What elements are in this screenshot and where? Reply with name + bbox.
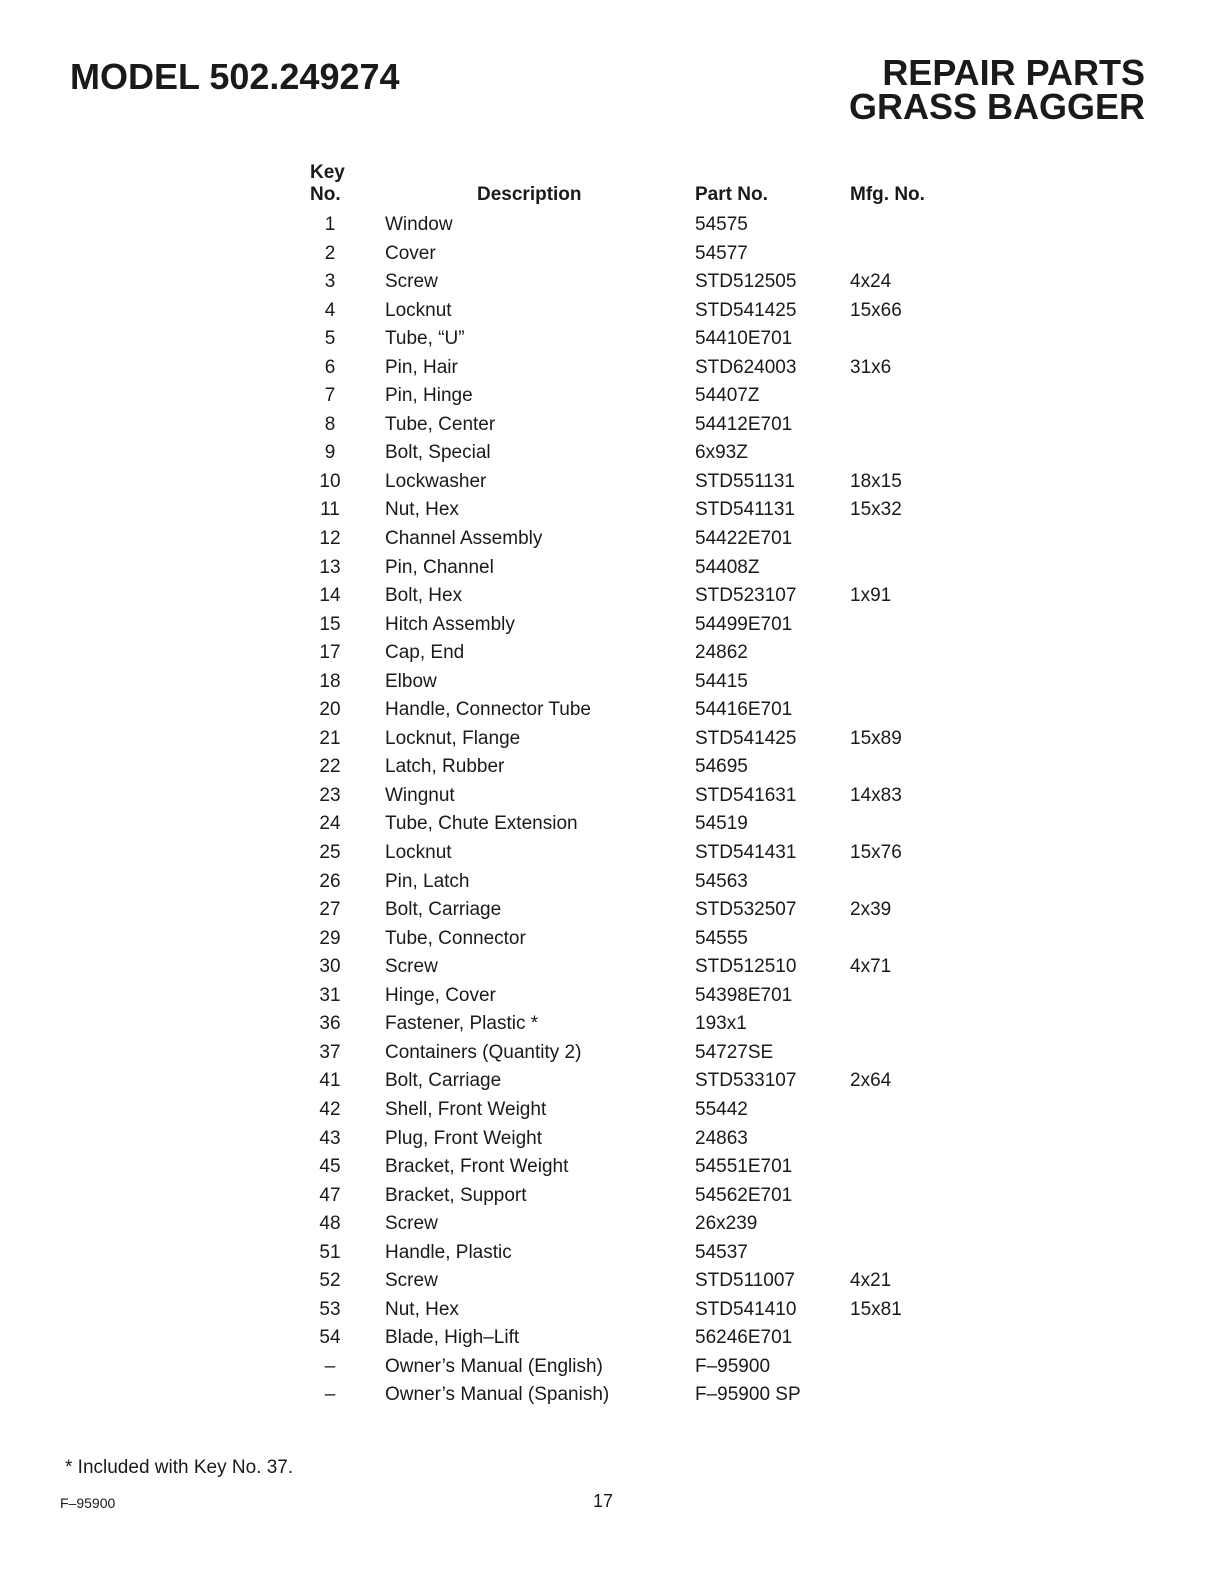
description-cell: Screw xyxy=(385,956,438,978)
header-key-line-1: Key xyxy=(310,162,345,183)
key-cell: 30 xyxy=(319,956,341,978)
description-cell: Latch, Rubber xyxy=(385,756,505,778)
header-mfg-no: Mfg. No. xyxy=(850,184,925,205)
description-cell: Locknut, Flange xyxy=(385,727,521,749)
table-row xyxy=(300,1295,1000,1324)
part-no-cell: 54577 xyxy=(695,242,748,264)
part-no-cell: 54727SE xyxy=(695,1041,774,1063)
table-row xyxy=(300,381,1000,410)
key-cell: 2 xyxy=(324,242,336,264)
key-cell: 13 xyxy=(319,556,341,578)
description-cell: Bracket, Front Weight xyxy=(385,1156,569,1178)
section-title-line-1: REPAIR PARTS xyxy=(882,52,1145,93)
description-cell: Plug, Front Weight xyxy=(385,1127,543,1149)
table-row xyxy=(300,267,1000,296)
part-no-cell: STD533107 xyxy=(695,1070,797,1092)
table-row xyxy=(300,1038,1000,1067)
description-cell: Hitch Assembly xyxy=(385,613,515,635)
table-row xyxy=(300,324,1000,353)
key-cell: 24 xyxy=(319,813,341,835)
table-row xyxy=(300,467,1000,496)
part-no-cell: STD511007 xyxy=(695,1270,795,1292)
key-cell: 23 xyxy=(319,784,341,806)
key-cell: – xyxy=(324,1384,336,1406)
mfg-no-cell: 31x6 xyxy=(850,356,892,378)
key-cell: 53 xyxy=(319,1298,341,1320)
table-row xyxy=(300,1066,1000,1095)
description-cell: Cap, End xyxy=(385,642,465,664)
mfg-no-cell: 1x91 xyxy=(850,585,892,607)
description-cell: Hinge, Cover xyxy=(385,984,496,1006)
table-row xyxy=(300,210,1000,239)
mfg-no-cell: 4x71 xyxy=(850,956,892,978)
part-no-cell: 54408Z xyxy=(695,556,760,578)
table-row xyxy=(300,924,1000,953)
mfg-no-cell: 15x76 xyxy=(850,842,902,864)
key-cell: 15 xyxy=(319,613,341,635)
table-row xyxy=(300,952,1000,981)
description-cell: Tube, Chute Extension xyxy=(385,813,578,835)
key-cell: 9 xyxy=(324,442,336,464)
key-cell: 43 xyxy=(319,1127,341,1149)
part-no-cell: STD541431 xyxy=(695,842,797,864)
mfg-no-cell: 15x89 xyxy=(850,727,902,749)
key-cell: 41 xyxy=(319,1070,341,1092)
part-no-cell: 6x93Z xyxy=(695,442,748,464)
part-no-cell: STD551131 xyxy=(695,470,795,492)
part-no-cell: 54575 xyxy=(695,214,748,235)
mfg-no-cell: 4x21 xyxy=(850,1270,892,1292)
description-cell: Shell, Front Weight xyxy=(385,1098,547,1120)
part-no-cell: 54422E701 xyxy=(695,528,793,550)
section-title-line-2: GRASS BAGGER xyxy=(848,86,1145,127)
key-cell: 5 xyxy=(324,328,336,350)
part-no-cell: F–95900 xyxy=(695,1355,771,1377)
header-key-line-2: No. xyxy=(310,184,341,205)
section-title xyxy=(848,52,1145,127)
part-no-cell: 54555 xyxy=(695,927,748,949)
table-row xyxy=(300,809,1000,838)
description-cell: Cover xyxy=(385,242,436,264)
part-no-cell: 54695 xyxy=(695,756,748,778)
key-cell: 52 xyxy=(319,1270,341,1292)
key-cell: 17 xyxy=(319,642,341,664)
part-no-cell: 54551E701 xyxy=(695,1156,793,1178)
key-cell: 6 xyxy=(324,356,336,378)
table-row xyxy=(300,524,1000,553)
part-no-cell: STD541131 xyxy=(695,499,795,521)
description-cell: Pin, Hinge xyxy=(385,385,473,407)
mfg-no-cell: 2x39 xyxy=(850,899,892,921)
key-cell: 21 xyxy=(319,727,341,749)
table-row xyxy=(300,752,1000,781)
part-no-cell: 26x239 xyxy=(695,1213,758,1235)
description-cell: Window xyxy=(385,214,453,235)
description-cell: Owner’s Manual (English) xyxy=(385,1355,603,1377)
part-no-cell: F–95900 SP xyxy=(695,1384,801,1406)
table-row xyxy=(300,1009,1000,1038)
part-no-cell: STD512505 xyxy=(695,271,797,293)
table-row xyxy=(300,410,1000,439)
description-cell: Channel Assembly xyxy=(385,528,543,550)
table-row xyxy=(300,638,1000,667)
mfg-no-cell: 15x32 xyxy=(850,499,902,521)
key-cell: 31 xyxy=(319,984,341,1006)
part-no-cell: 54563 xyxy=(695,870,748,892)
table-row xyxy=(300,553,1000,582)
part-no-cell: STD541425 xyxy=(695,299,797,321)
key-cell: 10 xyxy=(319,470,341,492)
table-row xyxy=(300,695,1000,724)
key-cell: 48 xyxy=(319,1213,341,1235)
table-row xyxy=(300,610,1000,639)
description-cell: Pin, Latch xyxy=(385,870,470,892)
key-cell: 20 xyxy=(319,699,341,721)
key-cell: 12 xyxy=(319,528,341,550)
key-cell: 18 xyxy=(319,670,341,692)
description-cell: Bolt, Carriage xyxy=(385,1070,502,1092)
part-no-cell: STD624003 xyxy=(695,356,797,378)
mfg-no-cell: 2x64 xyxy=(850,1070,892,1092)
key-cell: 51 xyxy=(319,1241,341,1263)
table-row xyxy=(300,438,1000,467)
description-cell: Bracket, Support xyxy=(385,1184,527,1206)
part-no-cell: STD512510 xyxy=(695,956,797,978)
part-no-cell: 55442 xyxy=(695,1098,748,1120)
table-row xyxy=(300,895,1000,924)
part-no-cell: STD523107 xyxy=(695,585,797,607)
description-cell: Lockwasher xyxy=(385,470,487,492)
description-cell: Containers (Quantity 2) xyxy=(385,1041,582,1063)
part-no-cell: STD541410 xyxy=(695,1298,797,1320)
description-cell: Screw xyxy=(385,1270,438,1292)
key-cell: 27 xyxy=(319,899,341,921)
mfg-no-cell: 18x15 xyxy=(850,470,902,492)
description-cell: Handle, Plastic xyxy=(385,1241,512,1263)
table-row xyxy=(300,1380,1000,1409)
description-cell: Elbow xyxy=(385,670,437,692)
mfg-no-cell: 15x81 xyxy=(850,1298,902,1320)
key-cell: 7 xyxy=(324,385,336,407)
table-row xyxy=(300,1238,1000,1267)
key-cell: 42 xyxy=(319,1098,341,1120)
part-no-cell: 54562E701 xyxy=(695,1184,793,1206)
key-cell: 36 xyxy=(319,1013,341,1035)
header-part-no: Part No. xyxy=(695,184,768,205)
description-cell: Screw xyxy=(385,271,438,293)
part-no-cell: 56246E701 xyxy=(695,1327,793,1349)
footnote: * Included with Key No. 37. xyxy=(65,1457,294,1478)
part-no-cell: 24863 xyxy=(695,1127,748,1149)
table-row xyxy=(300,724,1000,753)
table-row xyxy=(300,1095,1000,1124)
description-cell: Tube, Connector xyxy=(385,927,526,949)
description-cell: Pin, Hair xyxy=(385,356,458,378)
description-cell: Screw xyxy=(385,1213,438,1235)
part-no-cell: 54410E701 xyxy=(695,328,793,350)
description-cell: Nut, Hex xyxy=(385,1298,459,1320)
table-row xyxy=(300,1152,1000,1181)
table-row xyxy=(300,1209,1000,1238)
key-cell: 22 xyxy=(319,756,341,778)
table-row xyxy=(300,1124,1000,1153)
key-cell: 1 xyxy=(324,214,336,235)
part-no-cell: 54415 xyxy=(695,670,748,692)
table-row xyxy=(300,1323,1000,1352)
description-cell: Bolt, Special xyxy=(385,442,491,464)
description-cell: Locknut xyxy=(385,299,452,321)
table-row xyxy=(300,1181,1000,1210)
table-row xyxy=(300,838,1000,867)
part-no-cell: 54398E701 xyxy=(695,984,793,1006)
key-cell: 47 xyxy=(319,1184,341,1206)
page-number: 17 xyxy=(593,1491,614,1511)
key-cell: 8 xyxy=(324,413,336,435)
part-no-cell: 24862 xyxy=(695,642,748,664)
table-row xyxy=(300,867,1000,896)
key-cell: 26 xyxy=(319,870,341,892)
description-cell: Fastener, Plastic * xyxy=(385,1013,539,1035)
table-row xyxy=(300,353,1000,382)
table-row xyxy=(300,495,1000,524)
part-no-cell: 193x1 xyxy=(695,1013,747,1035)
description-cell: Locknut xyxy=(385,842,452,864)
description-cell: Bolt, Hex xyxy=(385,585,463,607)
key-cell: 29 xyxy=(319,927,341,949)
part-no-cell: 54537 xyxy=(695,1241,748,1263)
key-cell: – xyxy=(324,1355,336,1377)
description-cell: Tube, “U” xyxy=(385,328,465,350)
table-row xyxy=(300,667,1000,696)
table-body xyxy=(300,210,1000,1409)
description-cell: Nut, Hex xyxy=(385,499,459,521)
key-cell: 4 xyxy=(324,299,336,321)
part-no-cell: 54407Z xyxy=(695,385,760,407)
part-no-cell: STD541631 xyxy=(695,784,797,806)
parts-table xyxy=(300,162,1000,1409)
key-cell: 45 xyxy=(319,1156,341,1178)
header-description: Description xyxy=(477,184,582,205)
table-row xyxy=(300,1266,1000,1295)
key-cell: 11 xyxy=(320,499,340,521)
model-title: MODEL 502.249274 xyxy=(70,56,400,97)
key-cell: 37 xyxy=(319,1041,341,1063)
key-cell: 14 xyxy=(319,585,341,607)
part-no-cell: 54416E701 xyxy=(695,699,793,721)
description-cell: Handle, Connector Tube xyxy=(385,699,591,721)
description-cell: Owner’s Manual (Spanish) xyxy=(385,1384,610,1406)
document-code: F–95900 xyxy=(60,1495,116,1511)
key-cell: 54 xyxy=(319,1327,341,1349)
key-cell: 3 xyxy=(324,271,336,293)
table-header xyxy=(300,162,1000,210)
part-no-cell: STD541425 xyxy=(695,727,797,749)
part-no-cell: STD532507 xyxy=(695,899,797,921)
table-row xyxy=(300,296,1000,325)
table-row xyxy=(300,781,1000,810)
part-no-cell: 54519 xyxy=(695,813,748,835)
table-row xyxy=(300,981,1000,1010)
part-no-cell: 54412E701 xyxy=(695,413,793,435)
mfg-no-cell: 4x24 xyxy=(850,271,892,293)
description-cell: Pin, Channel xyxy=(385,556,494,578)
table-row xyxy=(300,239,1000,268)
description-cell: Wingnut xyxy=(385,784,455,806)
description-cell: Bolt, Carriage xyxy=(385,899,502,921)
part-no-cell: 54499E701 xyxy=(695,613,793,635)
description-cell: Tube, Center xyxy=(385,413,496,435)
key-cell: 25 xyxy=(319,842,341,864)
mfg-no-cell: 15x66 xyxy=(850,299,902,321)
table-row xyxy=(300,1352,1000,1381)
table-row xyxy=(300,581,1000,610)
description-cell: Blade, High–Lift xyxy=(385,1327,520,1349)
mfg-no-cell: 14x83 xyxy=(850,784,902,806)
